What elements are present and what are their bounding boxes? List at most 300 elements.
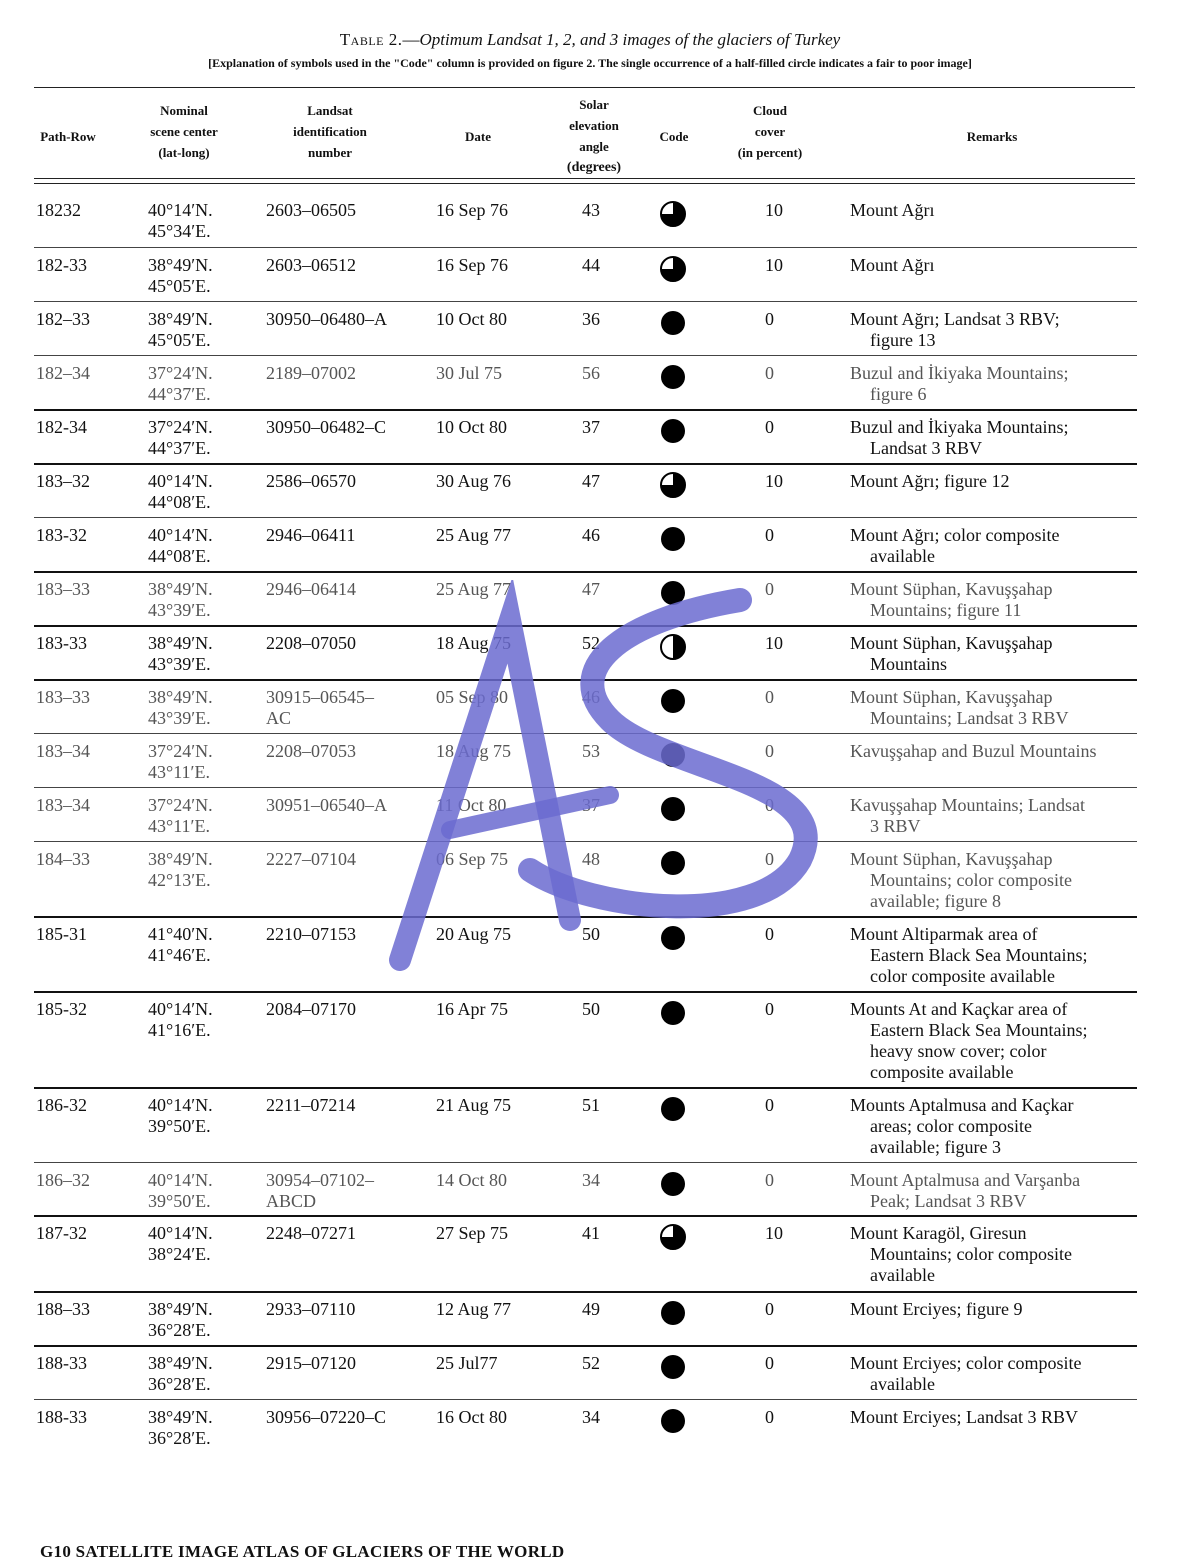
cell-remarks-line: Buzul and İkiyaka Mountains; — [850, 363, 1069, 383]
row-rule — [34, 571, 1137, 573]
cell-landsat-id — [266, 255, 356, 276]
cell-solar-angle: 37 — [582, 795, 600, 815]
code-symbol-full — [660, 1408, 686, 1434]
cell-longitude: 36°28′E. — [148, 1374, 211, 1394]
cell-date: 25 Jul77 — [436, 1353, 498, 1373]
cell-latitude: 38°49′N. — [148, 579, 213, 599]
cell-remarks — [850, 687, 1069, 729]
cell-date: 12 Aug 77 — [436, 1299, 512, 1319]
cell-remarks-line: Mount Ağrı; color composite — [850, 525, 1060, 545]
cell-latitude: 38°49′N. — [148, 1299, 213, 1319]
code-symbol-full — [660, 1000, 686, 1026]
cell-path-row: 183–34 — [36, 741, 90, 761]
cell-landsat-id — [266, 363, 356, 384]
cell-remarks-line: Mount Erciyes; color composite — [850, 1353, 1082, 1373]
cell-solar-angle: 34 — [582, 1407, 600, 1427]
cell-remarks-line: figure 6 — [870, 384, 927, 404]
table-caption: Optimum Landsat 1, 2, and 3 images of the glaciers of Turkey — [419, 30, 841, 49]
cell-solar-angle: 52 — [582, 1353, 600, 1373]
cell-remarks-line: Buzul and İkiyaka Mountains; — [850, 417, 1069, 437]
cell-solar-angle: 48 — [582, 849, 600, 869]
cell-remarks-line: Mount Karagöl, Giresun — [850, 1223, 1027, 1243]
cell-scene-center — [148, 633, 213, 675]
cell-scene-center — [148, 417, 213, 459]
cell-landsat-id-line: 30954–07102– — [266, 1170, 374, 1190]
header-line: Solar — [579, 97, 609, 112]
code-symbol-full — [660, 526, 686, 552]
cell-date: 27 Sep 75 — [436, 1223, 508, 1243]
cell-remarks — [850, 363, 1068, 405]
code-circle — [661, 926, 685, 950]
cell-solar-angle: 34 — [582, 1170, 600, 1190]
code-circle — [661, 1409, 685, 1433]
cell-remarks — [850, 579, 1052, 621]
cell-remarks-line: areas; color composite — [870, 1116, 1032, 1136]
cell-scene-center — [148, 849, 213, 891]
cell-longitude: 44°08′E. — [148, 492, 211, 512]
cell-longitude: 43°39′E. — [148, 654, 211, 674]
cell-scene-center — [148, 200, 213, 242]
header-line: (lat-long) — [158, 145, 210, 160]
cell-remarks-line: available — [870, 1374, 935, 1394]
header-remarks: Remarks — [966, 129, 1018, 144]
cell-solar-angle: 44 — [582, 255, 600, 275]
cell-cloud-cover: 0 — [765, 1353, 774, 1373]
cell-path-row: 184–33 — [36, 849, 90, 869]
row-rule — [34, 679, 1137, 681]
cell-remarks — [850, 849, 1072, 912]
cell-longitude: 45°05′E. — [148, 276, 211, 296]
cell-remarks-line: Mounts At and Kaçkar area of — [850, 999, 1068, 1019]
cell-longitude: 39°50′E. — [148, 1191, 211, 1211]
row-rule — [34, 625, 1137, 627]
code-symbol-full — [660, 688, 686, 714]
cell-landsat-id-line: 2208–07050 — [266, 633, 356, 653]
cell-remarks — [850, 1223, 1072, 1286]
header-line: (in percent) — [737, 145, 803, 160]
code-symbol-full — [660, 580, 686, 606]
cell-date: 20 Aug 75 — [436, 924, 512, 944]
cell-path-row: 186–32 — [36, 1170, 90, 1190]
cell-solar-angle: 56 — [582, 363, 600, 383]
header-line: angle — [579, 139, 609, 154]
cell-remarks — [850, 633, 1052, 675]
code-symbol-quarter — [660, 472, 686, 498]
cell-remarks — [850, 1170, 1080, 1212]
cell-landsat-id-line: 30950–06482–C — [266, 417, 387, 437]
cell-date: 14 Oct 80 — [436, 1170, 507, 1190]
cell-date: 10 Oct 80 — [436, 309, 507, 329]
cell-scene-center — [148, 579, 213, 621]
cell-landsat-id — [266, 1095, 355, 1116]
code-symbol-half — [660, 634, 686, 660]
cell-remarks-line: 3 RBV — [870, 816, 921, 836]
cell-scene-center — [148, 924, 213, 966]
cell-solar-angle: 50 — [582, 999, 600, 1019]
cell-longitude: 44°37′E. — [148, 438, 211, 458]
cell-longitude: 41°16′E. — [148, 1020, 211, 1040]
cell-solar-angle: 43 — [582, 200, 600, 220]
row-rule — [34, 301, 1137, 302]
cell-remarks-line: Mountains; color composite — [870, 870, 1072, 890]
cell-landsat-id-line: 2603–06512 — [266, 255, 356, 275]
cell-remarks — [850, 525, 1059, 567]
cell-longitude: 43°39′E. — [148, 708, 211, 728]
cell-landsat-id — [266, 1353, 356, 1374]
cell-remarks-line: available — [870, 546, 935, 566]
cell-remarks — [850, 1095, 1073, 1158]
header-line: scene center — [150, 124, 218, 139]
cell-latitude: 37°24′N. — [148, 417, 213, 437]
cell-remarks-line: color composite available — [870, 966, 1055, 986]
cell-remarks-line: Mount Ağrı; figure 12 — [850, 471, 1010, 491]
top-rule — [34, 87, 1135, 88]
code-symbol-full — [660, 742, 686, 768]
row-rule — [34, 247, 1137, 248]
cell-longitude: 44°37′E. — [148, 384, 211, 404]
cell-landsat-id-line: 2915–07120 — [266, 1353, 356, 1373]
cell-remarks-line: Landsat 3 RBV — [870, 438, 982, 458]
cell-cloud-cover: 0 — [765, 999, 774, 1019]
cell-cloud-cover: 0 — [765, 309, 774, 329]
header-rule-double — [34, 183, 1135, 184]
cell-scene-center — [148, 309, 213, 351]
row-rule — [34, 1087, 1137, 1089]
cell-cloud-cover: 0 — [765, 849, 774, 869]
row-rule — [34, 733, 1137, 734]
code-symbol-full — [660, 850, 686, 876]
cell-date: 16 Sep 76 — [436, 200, 508, 220]
cell-remarks-line: heavy snow cover; color — [870, 1041, 1047, 1061]
header-line: number — [307, 145, 353, 160]
cell-landsat-id — [266, 200, 356, 221]
cell-cloud-cover: 0 — [765, 417, 774, 437]
cell-remarks-line: Mount Altiparmak area of — [850, 924, 1038, 944]
cell-path-row: 18232 — [36, 200, 81, 220]
code-circle — [661, 365, 685, 389]
cell-latitude: 40°14′N. — [148, 1170, 213, 1190]
cell-path-row: 182-33 — [36, 255, 87, 275]
row-rule — [34, 991, 1137, 993]
code-circle — [661, 1301, 685, 1325]
header-solar — [548, 94, 640, 178]
code-circle — [661, 743, 685, 767]
cell-landsat-id — [266, 1223, 356, 1244]
cell-scene-center — [148, 741, 213, 783]
cell-latitude: 38°49′N. — [148, 1407, 213, 1427]
header-scene-center — [130, 100, 238, 163]
row-rule — [34, 1291, 1137, 1293]
cell-scene-center — [148, 1407, 213, 1449]
cell-date: 25 Aug 77 — [436, 579, 512, 599]
cell-landsat-id — [266, 417, 386, 438]
cell-remarks-line: available — [870, 1265, 935, 1285]
code-circle — [661, 851, 685, 875]
cell-path-row: 188–33 — [36, 1299, 90, 1319]
cell-date: 16 Apr 75 — [436, 999, 508, 1019]
cell-path-row: 185-31 — [36, 924, 87, 944]
code-circle — [661, 797, 685, 821]
cell-path-row: 187-32 — [36, 1223, 87, 1243]
cell-remarks — [850, 417, 1068, 459]
cell-landsat-id-line: ABCD — [266, 1191, 317, 1211]
cell-latitude: 41°40′N. — [148, 924, 213, 944]
cell-remarks-line: Mount Süphan, Kavuşşahap — [850, 687, 1053, 707]
cell-remarks-line: Mountains; Landsat 3 RBV — [870, 708, 1069, 728]
cell-remarks-line: Eastern Black Sea Mountains; — [870, 1020, 1088, 1040]
cell-scene-center — [148, 471, 213, 513]
cell-remarks — [850, 1299, 1022, 1320]
cell-scene-center — [148, 1095, 213, 1137]
cell-latitude: 40°14′N. — [148, 525, 213, 545]
cell-remarks-line: Mount Erciyes; Landsat 3 RBV — [850, 1407, 1078, 1427]
cell-longitude: 42°13′E. — [148, 870, 211, 890]
cell-remarks-line: Eastern Black Sea Mountains; — [870, 945, 1088, 965]
code-circle — [661, 1172, 685, 1196]
cell-remarks-line: Mount Süphan, Kavuşşahap — [850, 849, 1053, 869]
header-line: Landsat — [307, 103, 353, 118]
code-symbol-full — [660, 925, 686, 951]
cell-landsat-id-line: 2946–06411 — [266, 525, 356, 545]
cell-remarks — [850, 471, 1010, 492]
cell-cloud-cover: 0 — [765, 1407, 774, 1427]
cell-cloud-cover: 0 — [765, 1299, 774, 1319]
cell-remarks-line: Mount Ağrı — [850, 200, 935, 220]
cell-scene-center — [148, 1299, 213, 1341]
cell-longitude: 43°11′E. — [148, 762, 210, 782]
code-circle — [661, 311, 685, 335]
code-symbol-quarter — [660, 256, 686, 282]
code-symbol-full — [660, 310, 686, 336]
row-rule — [34, 787, 1137, 788]
cell-landsat-id — [266, 687, 374, 729]
header-line: Nominal — [160, 103, 208, 118]
cell-date: 30 Jul 75 — [436, 363, 503, 383]
cell-path-row: 186-32 — [36, 1095, 87, 1115]
cell-path-row: 183–32 — [36, 471, 90, 491]
cell-path-row: 183–33 — [36, 579, 90, 599]
header-rule — [34, 178, 1135, 179]
header-code: Code — [659, 129, 689, 144]
cell-latitude: 38°49′N. — [148, 309, 213, 329]
cell-solar-angle: 47 — [582, 471, 600, 491]
cell-landsat-id-line: 2211–07214 — [266, 1095, 356, 1115]
cell-date: 11 Oct 80 — [436, 795, 507, 815]
code-symbol-full — [660, 1300, 686, 1326]
row-rule — [34, 841, 1137, 842]
watermark-stroke — [400, 620, 570, 960]
cell-path-row: 182–33 — [36, 309, 90, 329]
cell-solar-angle: 53 — [582, 741, 600, 761]
cell-remarks-line: Mountains; color composite — [870, 1244, 1072, 1264]
cell-latitude: 38°49′N. — [148, 687, 213, 707]
cell-solar-angle: 46 — [582, 687, 600, 707]
cell-path-row: 182-34 — [36, 417, 87, 437]
cell-landsat-id-line: 2586–06570 — [266, 471, 356, 491]
cell-remarks-line: Mountains; figure 11 — [870, 600, 1022, 620]
header-line: Cloud — [753, 103, 787, 118]
cell-date: 30 Aug 76 — [436, 471, 512, 491]
cell-scene-center — [148, 1170, 213, 1212]
cell-solar-angle: 49 — [582, 1299, 600, 1319]
cell-landsat-id-line: 2946–06414 — [266, 579, 356, 599]
cell-remarks-line: Mountains — [870, 654, 948, 674]
cell-remarks-line: Mounts Aptalmusa and Kaçkar — [850, 1095, 1074, 1115]
cell-landsat-id-line: 2084–07170 — [266, 999, 356, 1019]
cell-latitude: 37°24′N. — [148, 795, 213, 815]
cell-longitude: 45°05′E. — [148, 330, 211, 350]
cell-scene-center — [148, 795, 213, 837]
code-circle — [661, 1001, 685, 1025]
cell-landsat-id — [266, 633, 356, 654]
cell-remarks — [850, 924, 1087, 987]
cell-remarks-line: Mount Ağrı — [850, 255, 935, 275]
cell-landsat-id — [266, 1170, 374, 1212]
title-dash: — — [402, 30, 420, 49]
cell-date: 18 Aug 75 — [436, 741, 512, 761]
cell-remarks — [850, 999, 1087, 1083]
cell-landsat-id — [266, 471, 356, 492]
cell-remarks — [850, 1353, 1081, 1395]
cell-landsat-id — [266, 795, 387, 816]
cell-landsat-id-line: 2933–07110 — [266, 1299, 356, 1319]
cell-landsat-id-line: 2603–06505 — [266, 200, 356, 220]
cell-scene-center — [148, 525, 213, 567]
cell-latitude: 37°24′N. — [148, 363, 213, 383]
header-path-row: Path-Row — [40, 129, 96, 144]
cell-remarks-line: available; figure 8 — [870, 891, 1001, 911]
cell-scene-center — [148, 1353, 213, 1395]
code-symbol-full — [660, 1354, 686, 1380]
cell-solar-angle: 37 — [582, 417, 600, 437]
cell-cloud-cover: 10 — [765, 200, 783, 220]
cell-landsat-id-line: 30950–06480–A — [266, 309, 387, 329]
cell-date: 18 Aug 75 — [436, 633, 512, 653]
code-circle — [661, 1355, 685, 1379]
cell-landsat-id — [266, 999, 356, 1020]
cell-solar-angle: 41 — [582, 1223, 600, 1243]
cell-cloud-cover: 10 — [765, 471, 783, 491]
cell-remarks-line: Mount Erciyes; figure 9 — [850, 1299, 1023, 1319]
table-subtitle: [Explanation of symbols used in the "Code" column is provided on figure 2. The single occurrence of a half-filled circle indicates a fair to poor image] — [208, 56, 972, 70]
header-line: elevation — [569, 118, 619, 133]
cell-landsat-id-line: 2248–07271 — [266, 1223, 356, 1243]
cell-remarks-line: composite available — [870, 1062, 1014, 1082]
cell-path-row: 188-33 — [36, 1353, 87, 1373]
row-rule — [34, 1399, 1137, 1400]
cell-longitude: 43°39′E. — [148, 600, 211, 620]
cell-solar-angle: 46 — [582, 525, 600, 545]
cell-landsat-id — [266, 1299, 355, 1320]
row-rule — [34, 517, 1137, 518]
cell-cloud-cover: 10 — [765, 633, 783, 653]
cell-remarks-line: figure 13 — [870, 330, 936, 350]
cell-scene-center — [148, 363, 213, 405]
cell-landsat-id — [266, 579, 356, 600]
row-rule — [34, 916, 1137, 918]
cell-remarks — [850, 741, 1096, 762]
cell-cloud-cover: 0 — [765, 1170, 774, 1190]
row-rule — [34, 1345, 1137, 1347]
cell-remarks-line: Kavuşşahap Mountains; Landsat — [850, 795, 1085, 815]
cell-scene-center — [148, 255, 213, 297]
cell-latitude: 40°14′N. — [148, 200, 213, 220]
cell-remarks — [850, 255, 935, 276]
cell-cloud-cover: 0 — [765, 579, 774, 599]
cell-path-row: 183-32 — [36, 525, 87, 545]
cell-longitude: 43°11′E. — [148, 816, 210, 836]
cell-landsat-id-line: 30956–07220–C — [266, 1407, 387, 1427]
cell-date: 21 Aug 75 — [436, 1095, 512, 1115]
cell-date: 10 Oct 80 — [436, 417, 507, 437]
row-rule — [34, 355, 1137, 356]
cell-landsat-id-line: 2210–07153 — [266, 924, 356, 944]
code-symbol-full — [660, 1096, 686, 1122]
code-circle — [661, 689, 685, 713]
cell-path-row: 183-33 — [36, 633, 87, 653]
cell-remarks-line: available; figure 3 — [870, 1137, 1001, 1157]
cell-longitude: 36°28′E. — [148, 1428, 211, 1448]
cell-solar-angle: 52 — [582, 633, 600, 653]
cell-landsat-id-line: 30951–06540–A — [266, 795, 387, 815]
header-date: Date — [465, 129, 491, 144]
cell-date: 16 Sep 76 — [436, 255, 508, 275]
code-circle — [661, 581, 685, 605]
cell-path-row: 188-33 — [36, 1407, 87, 1427]
table-label: Table 2. — [339, 30, 403, 49]
cell-landsat-id-line: 2208–07053 — [266, 741, 356, 761]
header-line: identification — [293, 124, 367, 139]
cell-solar-angle: 51 — [582, 1095, 600, 1115]
cell-remarks — [850, 200, 935, 221]
cell-cloud-cover: 10 — [765, 255, 783, 275]
cell-latitude: 38°49′N. — [148, 633, 213, 653]
cell-solar-angle: 36 — [582, 309, 600, 329]
cell-landsat-id-line: 30915–06545– — [266, 687, 374, 707]
cell-path-row: 182–34 — [36, 363, 90, 383]
cell-landsat-id — [266, 741, 356, 762]
cell-remarks-line: Mount Süphan, Kavuşşahap — [850, 633, 1053, 653]
cell-path-row: 183–33 — [36, 687, 90, 707]
cell-cloud-cover: 10 — [765, 1223, 783, 1243]
cell-cloud-cover: 0 — [765, 1095, 774, 1115]
cell-latitude: 38°49′N. — [148, 849, 213, 869]
cell-latitude: 40°14′N. — [148, 471, 213, 491]
cell-cloud-cover: 0 — [765, 924, 774, 944]
code-circle — [661, 419, 685, 443]
cell-scene-center — [148, 687, 213, 729]
code-symbol-full — [660, 796, 686, 822]
cell-solar-angle: 50 — [582, 924, 600, 944]
cell-date: 25 Aug 77 — [436, 525, 512, 545]
code-circle — [661, 1097, 685, 1121]
cell-landsat-id-line: 2189–07002 — [266, 363, 356, 383]
cell-cloud-cover: 0 — [765, 525, 774, 545]
cell-landsat-id — [266, 849, 356, 870]
cell-path-row: 183–34 — [36, 795, 90, 815]
cell-scene-center — [148, 999, 213, 1041]
cell-longitude: 39°50′E. — [148, 1116, 211, 1136]
cell-cloud-cover: 0 — [765, 687, 774, 707]
cell-landsat-id — [266, 924, 356, 945]
code-symbol-full — [660, 418, 686, 444]
cell-latitude: 40°14′N. — [148, 999, 213, 1019]
cell-path-row: 185-32 — [36, 999, 87, 1019]
cell-remarks — [850, 309, 1060, 351]
cell-longitude: 41°46′E. — [148, 945, 211, 965]
cell-longitude: 36°28′E. — [148, 1320, 211, 1340]
page-footer: G10 SATELLITE IMAGE ATLAS OF GLACIERS OF THE WORLD — [40, 1542, 565, 1561]
